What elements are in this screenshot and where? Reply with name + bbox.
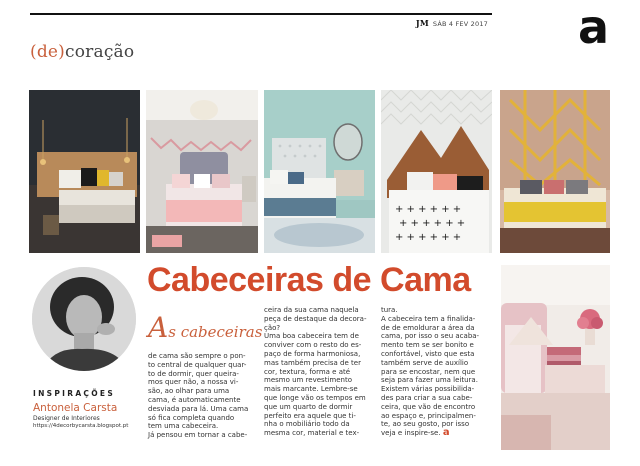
article-column-3: tura. A cabeceira tem a finalida- de de emoldurar a área da cama, por isso o seu acaba- mento tem se ser bonito e confortável, visto que esta também serve de auxílio para se encostar, nem que seja para fazer uma leitura. Existem várias possibilida- des para criar a sua cabe- ceira, que vão de encontro ao espaço e, principalmen- te, ao seu gosto, por isso veja e inspire-se. (381, 306, 480, 438)
author-portrait (32, 267, 136, 371)
article-column-1: de cama são sempre o pon- to central de qualquer quar- to de dormir, quer queira- mos quer não, a nossa vi- são, ao olhar para uma cama, é automaticamente desviada para lá. Uma cama só fica completa quando tem uma cabeceira. Já pensou em tornar a cabe- (148, 352, 249, 440)
header-rule (30, 13, 492, 15)
article-column-3-wrapper (381, 306, 479, 438)
section-title-prefix: (de) (30, 42, 66, 62)
sidebar-label: INSPIRAÇÕES (33, 389, 116, 398)
dropcap-letter: A (148, 311, 169, 344)
author-role: Designer de Interiores (33, 415, 100, 422)
photo-geometric-headboard (500, 90, 610, 253)
svg-text:+ + + + + +: + + + + + + (395, 232, 462, 243)
article-dropcap (148, 311, 262, 344)
section-title-suffix: coração (65, 42, 135, 62)
publication-name: JM (415, 18, 429, 28)
brand-logo: a (578, 0, 610, 54)
svg-text:+ + + + + +: + + + + + + (399, 218, 466, 229)
photo-wood-headboard (381, 90, 492, 253)
article-headline: Cabeceiras de Cama (147, 261, 471, 299)
author-url[interactable]: https://4decorbycarsta.blogspot.pt (33, 423, 129, 429)
article-end-mark: a (442, 427, 450, 439)
photo-tufted-bedroom (264, 90, 375, 253)
article-column-2: ceira da sua cama naquela peça de destaque da decora- ção? Uma boa cabeceira tem de conviver com o resto do es- paço de forma harmoniosa, mas também precisa de ter cor, textura, forma e até mesmo um revestimento mais marcante. Lembre-se que longe vão os tempos em que um quarto de dormir perfeito era aquele que ti- nha o mobiliário todo da mesma cor, material e tex- (264, 306, 367, 438)
dropcap-rest: s cabeceiras (168, 323, 263, 341)
issue-date: SÁB 4 FEV 2017 (432, 20, 488, 28)
author-name: Antonela Carsta (33, 402, 118, 414)
section-title (30, 42, 134, 62)
photo-pink-headboard (501, 265, 610, 450)
masthead (416, 18, 488, 28)
photo-pink-bedroom (146, 90, 258, 253)
svg-text:+ + + + + +: + + + + + + (395, 204, 462, 215)
photo-dark-bedroom (29, 90, 140, 253)
